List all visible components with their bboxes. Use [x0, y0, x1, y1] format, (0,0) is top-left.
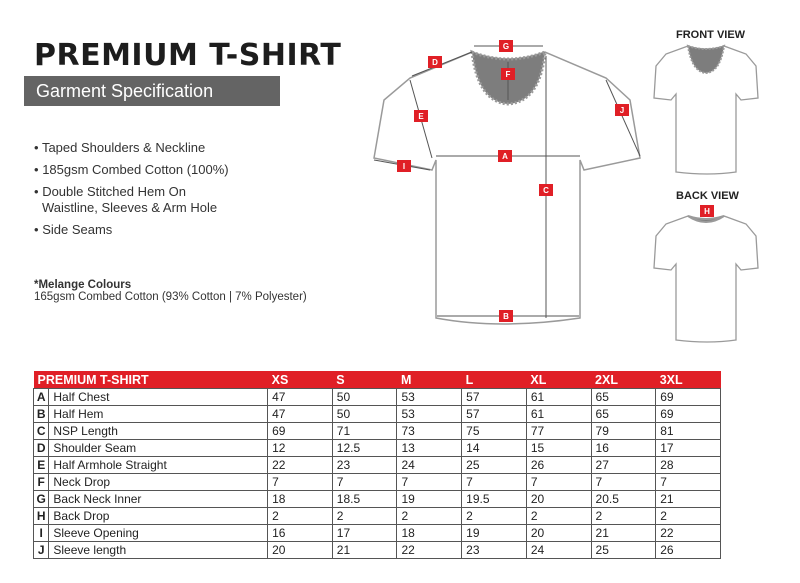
feature-item: • Double Stitched Hem On Waistline, Sleeves & Arm Hole	[34, 184, 218, 215]
size-value: 2	[526, 508, 591, 525]
row-letter: I	[34, 525, 49, 542]
size-value: 28	[656, 457, 721, 474]
size-value: 50	[332, 389, 397, 406]
size-value: 21	[656, 491, 721, 508]
size-value: 7	[462, 474, 527, 491]
feature-item: • 185gsm Combed Cotton (100%)	[34, 162, 229, 177]
size-value: 23	[462, 542, 527, 559]
size-value: 22	[397, 542, 462, 559]
table-header-cell: 3XL	[656, 371, 721, 389]
size-value: 2	[591, 508, 656, 525]
size-value: 79	[591, 423, 656, 440]
size-value: 20	[526, 491, 591, 508]
subtitle-bar: Garment Specification	[24, 76, 280, 106]
size-value: 22	[268, 457, 333, 474]
table-row	[34, 525, 721, 542]
size-value: 25	[462, 457, 527, 474]
measurement-name: Neck Drop	[49, 474, 268, 491]
size-value: 73	[397, 423, 462, 440]
marker-d: D	[432, 58, 438, 67]
size-value: 20	[268, 542, 333, 559]
size-value: 24	[526, 542, 591, 559]
size-value: 57	[462, 389, 527, 406]
size-value: 26	[526, 457, 591, 474]
marker-i: I	[402, 162, 406, 171]
row-letter: E	[34, 457, 49, 474]
marker-a: A	[502, 152, 508, 161]
back-view-label: BACK VIEW	[676, 190, 739, 202]
measurement-name: Back Neck Inner	[49, 491, 268, 508]
size-value: 53	[397, 406, 462, 423]
page-title: PREMIUM T-SHIRT	[34, 38, 342, 73]
size-value: 19	[462, 525, 527, 542]
size-spec-table	[33, 371, 721, 559]
table-row	[34, 440, 721, 457]
size-value: 2	[462, 508, 527, 525]
table-header-cell: S	[332, 371, 397, 389]
table-row	[34, 474, 721, 491]
size-value: 69	[656, 406, 721, 423]
size-value: 18	[397, 525, 462, 542]
measurement-name: Sleeve length	[49, 542, 268, 559]
feature-item: • Side Seams	[34, 222, 113, 237]
measurement-name: Sleeve Opening	[49, 525, 268, 542]
size-value: 65	[591, 406, 656, 423]
size-value: 69	[268, 423, 333, 440]
size-value: 25	[591, 542, 656, 559]
measurement-name: Half Chest	[49, 389, 268, 406]
table-row	[34, 423, 721, 440]
bullet: •	[34, 184, 39, 199]
size-value: 21	[332, 542, 397, 559]
size-value: 12	[268, 440, 333, 457]
measurement-name: Half Armhole Straight	[49, 457, 268, 474]
bullet: •	[34, 162, 39, 177]
size-value: 81	[656, 423, 721, 440]
marker-g: G	[502, 42, 510, 51]
marker-c: C	[543, 186, 549, 195]
row-letter: A	[34, 389, 49, 406]
size-value: 19	[397, 491, 462, 508]
measurement-name: NSP Length	[49, 423, 268, 440]
size-value: 21	[591, 525, 656, 542]
size-value: 15	[526, 440, 591, 457]
marker-e: E	[418, 112, 424, 121]
table-header-cell: L	[462, 371, 527, 389]
measurement-name: Back Drop	[49, 508, 268, 525]
size-value: 18.5	[332, 491, 397, 508]
size-value: 50	[332, 406, 397, 423]
size-value: 18	[268, 491, 333, 508]
size-value: 75	[462, 423, 527, 440]
marker-j: J	[619, 106, 625, 115]
size-value: 77	[526, 423, 591, 440]
size-value: 14	[462, 440, 527, 457]
table-header-cell: PREMIUM T-SHIRT	[34, 371, 268, 389]
size-value: 61	[526, 406, 591, 423]
table-header-row	[34, 371, 721, 389]
size-value: 7	[526, 474, 591, 491]
size-value: 7	[656, 474, 721, 491]
size-value: 17	[656, 440, 721, 457]
size-value: 19.5	[462, 491, 527, 508]
size-value: 16	[268, 525, 333, 542]
row-letter: B	[34, 406, 49, 423]
table-row	[34, 457, 721, 474]
size-value: 53	[397, 389, 462, 406]
size-value: 61	[526, 389, 591, 406]
size-value: 22	[656, 525, 721, 542]
row-letter: G	[34, 491, 49, 508]
melange-title: *Melange Colours	[34, 279, 132, 291]
table-row	[34, 542, 721, 559]
size-value: 69	[656, 389, 721, 406]
size-value: 47	[268, 389, 333, 406]
size-value: 71	[332, 423, 397, 440]
row-letter: J	[34, 542, 49, 559]
row-letter: H	[34, 508, 49, 525]
size-value: 2	[268, 508, 333, 525]
table-header-cell: XL	[526, 371, 591, 389]
size-value: 24	[397, 457, 462, 474]
size-value: 17	[332, 525, 397, 542]
table-row	[34, 389, 721, 406]
measurement-name: Shoulder Seam	[49, 440, 268, 457]
back-view-thumbnail	[654, 216, 758, 342]
table-header-cell: M	[397, 371, 462, 389]
table-row	[34, 491, 721, 508]
measurement-name: Half Hem	[49, 406, 268, 423]
marker-b: B	[503, 312, 509, 321]
front-view-label: FRONT VIEW	[676, 29, 746, 41]
table-header-cell: XS	[268, 371, 333, 389]
size-value: 2	[656, 508, 721, 525]
marker-f: F	[505, 70, 511, 79]
size-value: 20	[526, 525, 591, 542]
feature-item: • Taped Shoulders & Neckline	[34, 140, 206, 155]
row-letter: C	[34, 423, 49, 440]
table-row	[34, 508, 721, 525]
front-view-thumbnail	[654, 46, 758, 174]
row-letter: F	[34, 474, 49, 491]
size-value: 13	[397, 440, 462, 457]
size-value: 7	[591, 474, 656, 491]
row-letter: D	[34, 440, 49, 457]
size-value: 27	[591, 457, 656, 474]
size-value: 7	[332, 474, 397, 491]
size-value: 7	[397, 474, 462, 491]
melange-text: 165gsm Combed Cotton (93% Cotton | 7% Polyester)	[34, 291, 307, 303]
table-header-cell: 2XL	[591, 371, 656, 389]
size-value: 23	[332, 457, 397, 474]
size-value: 57	[462, 406, 527, 423]
size-value: 47	[268, 406, 333, 423]
size-value: 65	[591, 389, 656, 406]
bullet: •	[34, 222, 39, 237]
bullet: •	[34, 140, 39, 155]
size-value: 7	[268, 474, 333, 491]
size-value: 2	[332, 508, 397, 525]
marker-h: H	[704, 207, 710, 216]
size-value: 16	[591, 440, 656, 457]
size-value: 26	[656, 542, 721, 559]
size-value: 2	[397, 508, 462, 525]
size-value: 12.5	[332, 440, 397, 457]
table-row	[34, 406, 721, 423]
size-value: 20.5	[591, 491, 656, 508]
